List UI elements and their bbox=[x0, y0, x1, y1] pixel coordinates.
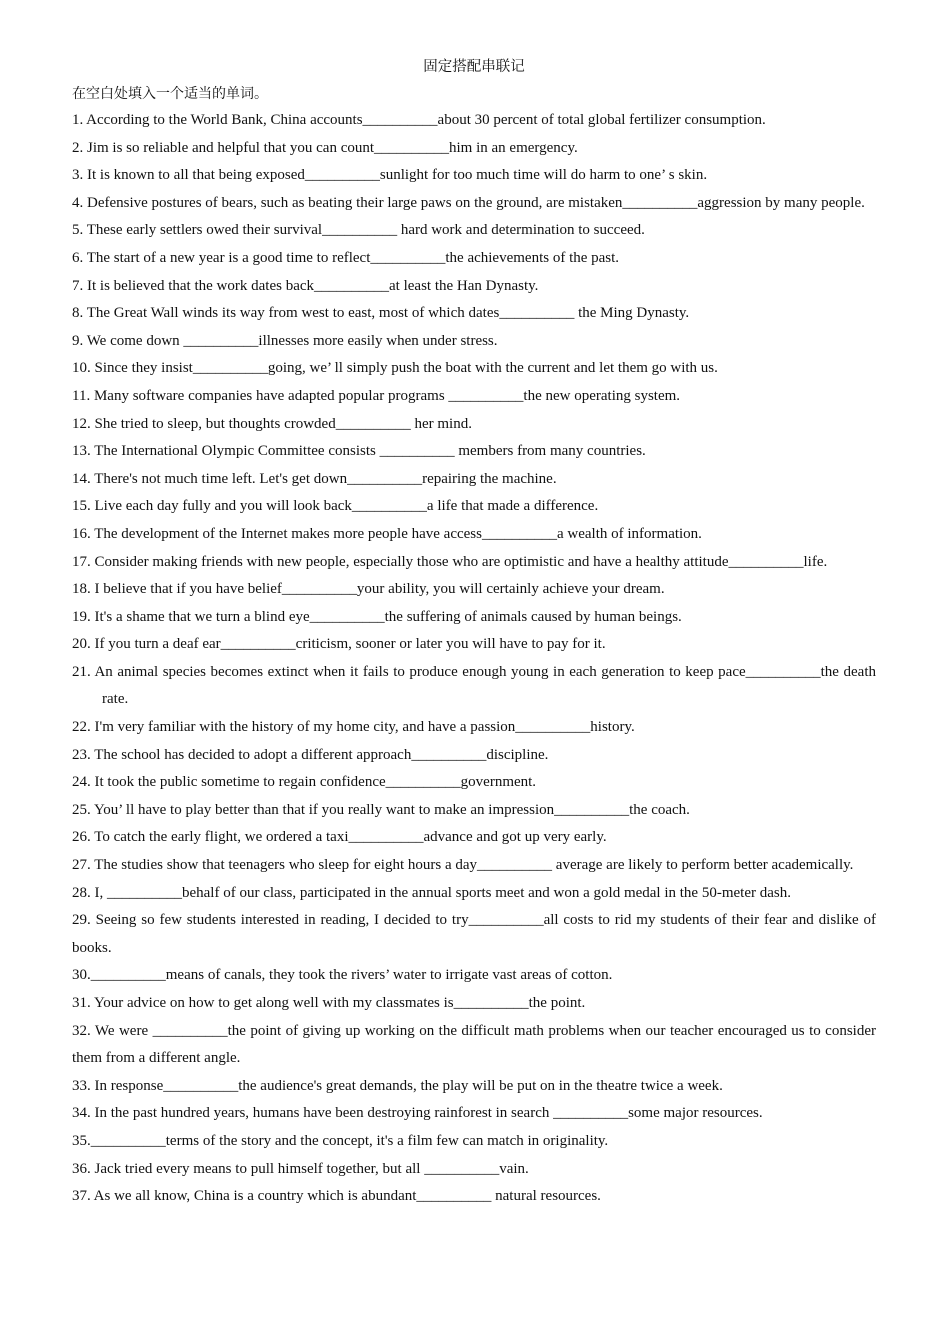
question-10: 10. Since they insist__________going, we’ ll simply push the boat with the current and let them go with us. bbox=[72, 360, 718, 377]
question-18: 18. I believe that if you have belief__________your ability, you will certainly achieve your dream. bbox=[72, 581, 665, 598]
question-9: 9. We come down __________illnesses more easily when under stress. bbox=[72, 332, 498, 349]
question-21: 21. An animal species becomes extinct when it fails to produce enough young in each generation to keep pace__________the death rate. bbox=[72, 663, 876, 708]
question-15: 15. Live each day fully and you will look back__________a life that made a difference. bbox=[72, 498, 599, 515]
question-5: 5. These early settlers owed their survival__________ hard work and determination to succeed. bbox=[72, 222, 645, 239]
question-25: 25. You’ ll have to play better than that if you really want to make an impression__________the coach. bbox=[72, 801, 690, 818]
page-title: 固定搭配串联记 bbox=[423, 59, 525, 75]
question-37: 37. As we all know, China is a country which is abundant__________ natural resources. bbox=[72, 1188, 601, 1205]
question-12: 12. She tried to sleep, but thoughts crowded__________ her mind. bbox=[72, 415, 472, 432]
question-23: 23. The school has decided to adopt a different approach__________discipline. bbox=[72, 746, 549, 763]
question-13: 13. The International Olympic Committee consists __________ members from many countries. bbox=[72, 443, 646, 460]
question-11: 11. Many software companies have adapted popular programs __________the new operating system. bbox=[72, 387, 681, 404]
question-19: 19. It's a shame that we turn a blind eye__________the suffering of animals caused by human beings. bbox=[72, 608, 682, 625]
question-7: 7. It is believed that the work dates back__________at least the Han Dynasty. bbox=[72, 277, 539, 294]
question-36: 36. Jack tried every means to pull himself together, but all __________vain. bbox=[72, 1160, 529, 1177]
question-6: 6. The start of a new year is a good time to reflect__________the achievements of the past. bbox=[72, 249, 620, 266]
question-26: 26. To catch the early flight, we ordered a taxi__________advance and got up very early. bbox=[72, 829, 607, 846]
question-20: 20. If you turn a deaf ear__________criticism, sooner or later you will have to pay for it. bbox=[72, 636, 606, 653]
question-1: 1. According to the World Bank, China accounts__________about 30 percent of total global fertilizer consumption. bbox=[72, 112, 766, 128]
question-17: 17. Consider making friends with new people, especially those who are optimistic and have a healthy attitude__________life. bbox=[72, 553, 828, 570]
question-8: 8. The Great Wall winds its way from west to east, most of which dates__________ the Ming Dynasty. bbox=[72, 305, 690, 322]
question-4: 4. Defensive postures of bears, such as beating their large paws on the ground, are mistaken__________aggression by many people. bbox=[72, 194, 865, 211]
question-31: 31. Your advice on how to get along well with my classmates is__________the point. bbox=[72, 995, 586, 1011]
question-34: 34. In the past hundred years, humans have been destroying rainforest in search __________some major resources. bbox=[72, 1105, 763, 1122]
question-30: 30.__________means of canals, they took the rivers’ water to irrigate vast areas of cotton. bbox=[72, 967, 613, 984]
question-14: 14. There's not much time left. Let's get down__________repairing the machine. bbox=[72, 470, 557, 487]
question-33: 33. In response__________the audience's great demands, the play will be put on in the theatre twice a week. bbox=[72, 1077, 723, 1094]
question-32: 32. We were __________the point of giving up working on the difficult math problems when our teacher encouraged us to consider them from a different angle. bbox=[72, 1022, 876, 1067]
question-29: 29. Seeing so few students interested in reading, I decided to try__________all costs to rid my students of their fear and dislike of books. bbox=[72, 912, 876, 956]
question-22: 22. I'm very familiar with the history of my home city, and have a passion__________history. bbox=[72, 719, 635, 736]
question-24: 24. It took the public sometime to regain confidence__________government. bbox=[72, 774, 537, 791]
question-2: 2. Jim is so reliable and helpful that you can count__________him in an emergency. bbox=[72, 139, 578, 156]
question-35: 35.__________terms of the story and the concept, it's a film few can match in originality. bbox=[72, 1132, 609, 1149]
worksheet-page bbox=[72, 55, 876, 1211]
question-3: 3. It is known to all that being exposed__________sunlight for too much time will do harm to one’ s skin. bbox=[72, 167, 708, 184]
question-27: 27. The studies show that teenagers who sleep for eight hours a day__________ average are likely to perform better academically. bbox=[72, 857, 854, 874]
instruction-text: 在空白处填入一个适当的单词。 bbox=[72, 86, 268, 102]
question-16: 16. The development of the Internet makes more people have access__________a wealth of information. bbox=[72, 525, 702, 542]
question-28: 28. I, __________behalf of our class, participated in the annual sports meet and won a gold medal in the 50-meter dash. bbox=[72, 884, 791, 901]
